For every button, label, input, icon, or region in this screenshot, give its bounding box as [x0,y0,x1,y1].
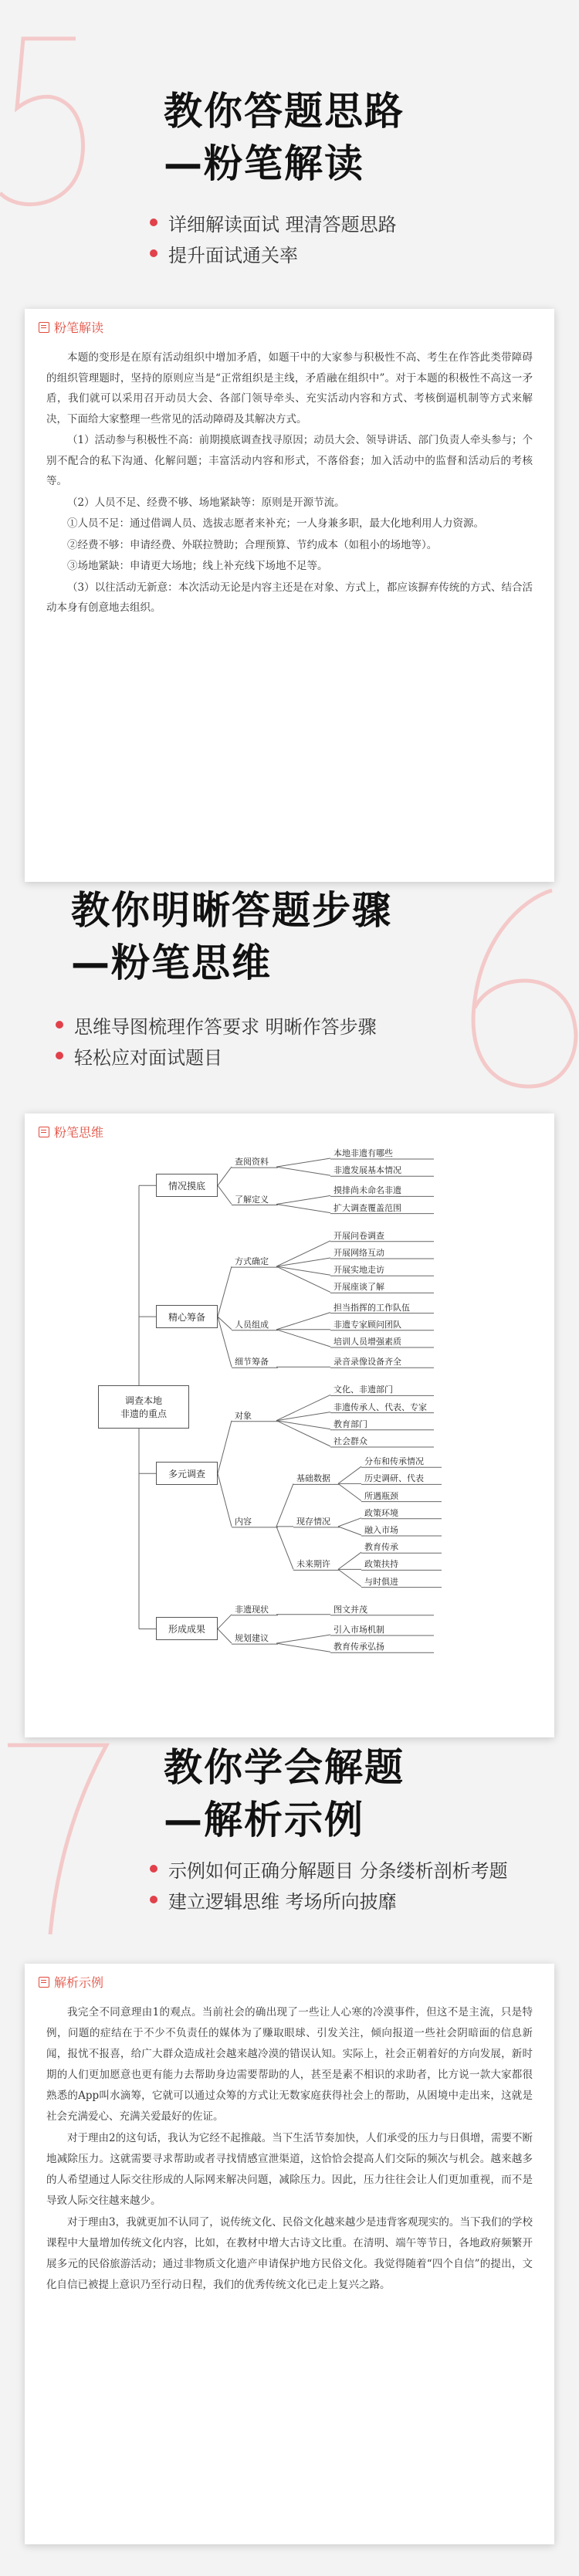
paragraph: ③场地紧缺：申请更大场地；线上补充线下场地不足等。 [67,560,328,572]
mindmap-leaf: 摸排尚未命名非遗 [334,1185,401,1196]
mindmap-leaf: 文化、非遗部门 [334,1385,393,1395]
mindmap-leaf: 融入市场 [364,1525,398,1535]
mindmap-branch-node: 形成成果 [156,1617,218,1640]
mindmap-leaf: 非遗传承人、代表、专家 [334,1402,427,1412]
mindmap-branch-node: 情况摸底 [156,1174,218,1197]
mindmap-child-node: 方式确定 [235,1256,269,1267]
mindmap-leaf: 扩大调查覆盖范围 [334,1202,401,1213]
title-line-1: 教你明晰答题步骤 [71,888,392,933]
mindmap-child-node: 了解定义 [235,1194,269,1205]
mindmap-leaf: 教育传承弘扬 [334,1642,384,1652]
section-number-6 [459,884,579,1093]
mindmap-child-node: 非遗现状 [235,1604,269,1615]
analysis-text [46,347,533,619]
mindmap-leaf: 与时俱进 [364,1576,398,1587]
section-5-bullets [150,207,397,269]
paragraph: （3）以往活动无新意：本次活动无论是内容主还是在对象、方式上，都应该摒弃传统的方式、结合活动本身有创意地去组织。 [46,581,533,614]
bullet-dot-icon [56,1052,63,1059]
section-6-bullets [56,1009,377,1071]
mindmap-branch-node: 精心筹备 [156,1305,218,1328]
bullet-item: 详细解读面试 理清答题思路 [150,207,397,238]
paragraph: 对于理由2的这句话，我认为它经不起推敲。当下生活节奏加快，人们承受的压力与日俱增，需要不断地减除压力。这就需要寻求帮助或者寻找情感宣泄渠道，这恰恰会提高人们交际的频次与机会。越来越多的人希望通过人际交往形成的人际网来解决问题，减除压力。因此，压力往往会让人们更加重视，而不是导致人际交往越来越少。 [46,2132,533,2207]
bullet-item: 建立逻辑思维 考场所向披靡 [150,1884,508,1915]
example-card [25,1964,554,2544]
paragraph: 本题的变形是在原有活动组织中增加矛盾，如题干中的大家参与积极性不高、考生在作答此类带障碍的组织管理题时，坚持的原则应当是“正常组织是主线，矛盾融在组织中”。对于本题的积极性不高这一矛盾，我们就可以采用召开动员大会、各部门领导牵头、充实活动内容和方式、考核倒逼机制等方式来解决，下面给大家整理一些常见的活动障碍及其解决方式。 [46,351,533,425]
paragraph: 对于理由3，我就更加不认同了，说传统文化、民俗文化越来越少是违背客观现实的。当下我们的学校课程中大量增加传统文化内容，比如，在教材中增大古诗文比重。在清明、端午等节日，各地政府频繁开展多元的民俗旅游活动；通过非物质文化遗产申请保护地方民俗文化。我觉得随着“四个自信”的提出，文化自信已被提上意识乃至行动日程，我们的优秀传统文化已走上复兴之路。 [46,2216,533,2291]
mindmap-child-node: 对象 [235,1410,252,1421]
paragraph: ②经费不够：申请经费、外联拉赞助；合理预算、节约成本（如租小的场地等）。 [67,538,438,551]
mindmap-leaf: 开展问卷调查 [334,1230,384,1241]
mindmap-card [25,1113,554,1737]
bullet-item: 提升面试通关率 [150,238,397,269]
mindmap-root-node: 调查本地 非遗的重点 [98,1385,189,1429]
mindmap-leaf: 教育传承 [364,1542,398,1553]
mindmap-leaf: 开展实地走访 [334,1265,384,1276]
bullet-dot-icon [150,219,157,226]
mindmap-sub-node: 现存情况 [296,1516,330,1527]
mindmap-leaf: 担当指挥的工作队伍 [334,1302,410,1313]
mindmap-sub-node: 基础数据 [296,1473,330,1484]
section-5 [0,0,579,884]
mindmap-leaf: 培训人员增强素质 [334,1337,401,1347]
paragraph: （1）活动参与积极性不高：前期摸底调查找寻原因；动员大会、领导讲话、部门负责人牵头参与；个别不配合的私下沟通、化解问题；丰富活动内容和形式，不落俗套；加入活动中的监督和活动后的考核等。 [46,434,533,487]
section-7-bullets [150,1853,508,1915]
title-line-2: —粉笔思维 [71,941,272,985]
mindmap-leaf: 政策扶持 [364,1559,398,1570]
bullet-dot-icon [150,1865,157,1873]
card-tab: 粉笔思维 [25,1113,103,1141]
mindmap-child-node: 细节筹备 [235,1357,269,1368]
paragraph: 我完全不同意理由1的观点。当前社会的确出现了一些让人心寒的冷漠事件，但这不是主流，只是特例，问题的症结在于不少不负责任的媒体为了赚取眼球、引发关注，倾向报道一些社会阴暗面的信息新闻，报忧不报喜，给广大群众造成社会越来越冷漠的错误认知。实际上，社会正朝着好的方向发展，新时期的人们更加愿意也更有能力去帮助身边需要帮助的人，甚至是素不相识的求助者，比方说一款大家都很熟悉的App叫水滴筹，它就可以通过众筹的方式让无数家庭获得社会上的帮助，从困境中走出来，这就是社会充满爱心、充满关爱最好的佐证。 [46,2006,533,2123]
card-tab: 解析示例 [25,1964,103,1991]
title-line-1: 教你答题思路 [164,89,405,134]
mindmap-leaf: 历史调研、代表 [364,1473,424,1484]
mindmap-child-node: 查阅资料 [235,1157,269,1168]
bullet-dot-icon [150,1896,157,1903]
mindmap [25,1113,554,1737]
section-6-title [71,884,392,989]
mindmap-leaf: 开展座谈了解 [334,1282,384,1293]
bullet-item: 轻松应对面试题目 [56,1040,377,1071]
section-number-5 [0,31,93,216]
mindmap-child-node: 人员组成 [235,1319,269,1330]
mindmap-sub-node: 未来期许 [296,1559,330,1570]
mindmap-leaf: 非遗发展基本情况 [334,1165,401,1176]
mindmap-child-node: 规划建议 [235,1633,269,1644]
bullet-item: 思维导图梳理作答要求 明晰作答步骤 [56,1009,377,1040]
mindmap-branch-node: 多元调查 [156,1462,218,1485]
card-tab: 粉笔解读 [25,309,103,336]
mindmap-child-node: 内容 [235,1516,252,1527]
mindmap-leaf: 非遗专家顾问团队 [334,1319,401,1330]
mindmap-leaf: 录音录像设备齐全 [334,1357,401,1368]
mindmap-leaf: 图文并茂 [334,1604,367,1615]
mindmap-leaf: 政策环境 [364,1507,398,1518]
mindmap-leaf: 分布和传承情况 [364,1456,424,1467]
bullet-item: 示例如何正确分解题目 分条缕析剖析考题 [150,1853,508,1884]
mindmap-leaf: 所遇瓶颈 [364,1490,398,1501]
title-line-1: 教你学会解题 [164,1745,405,1790]
mindmap-leaf: 教育部门 [334,1418,367,1429]
title-line-2: —粉笔解读 [164,141,364,186]
section-number-7 [8,1737,116,1938]
section-5-title [164,85,405,190]
section-7 [0,1741,579,2576]
mindmap-leaf: 开展网络互动 [334,1248,384,1258]
bullet-dot-icon [56,1021,63,1029]
section-7-title [164,1741,405,1846]
document-icon [39,322,49,333]
mindmap-leaf: 社会群众 [334,1436,367,1446]
analysis-card [25,309,554,882]
mindmap-leaf: 本地非遗有哪些 [334,1148,393,1158]
title-line-2: —解析示例 [164,1798,364,1842]
document-icon [39,1977,49,1988]
example-text [46,2002,533,2296]
paragraph: （2）人员不足、经费不够、场地紧缺等：原则是开源节流。 [67,496,345,509]
section-6 [0,884,579,1741]
paragraph: ①人员不足：通过借调人员、选拔志愿者来补充；一人身兼多职，最大化地利用人力资源。 [67,517,484,530]
bullet-dot-icon [150,249,157,257]
mindmap-leaf: 引入市场机制 [334,1625,384,1635]
